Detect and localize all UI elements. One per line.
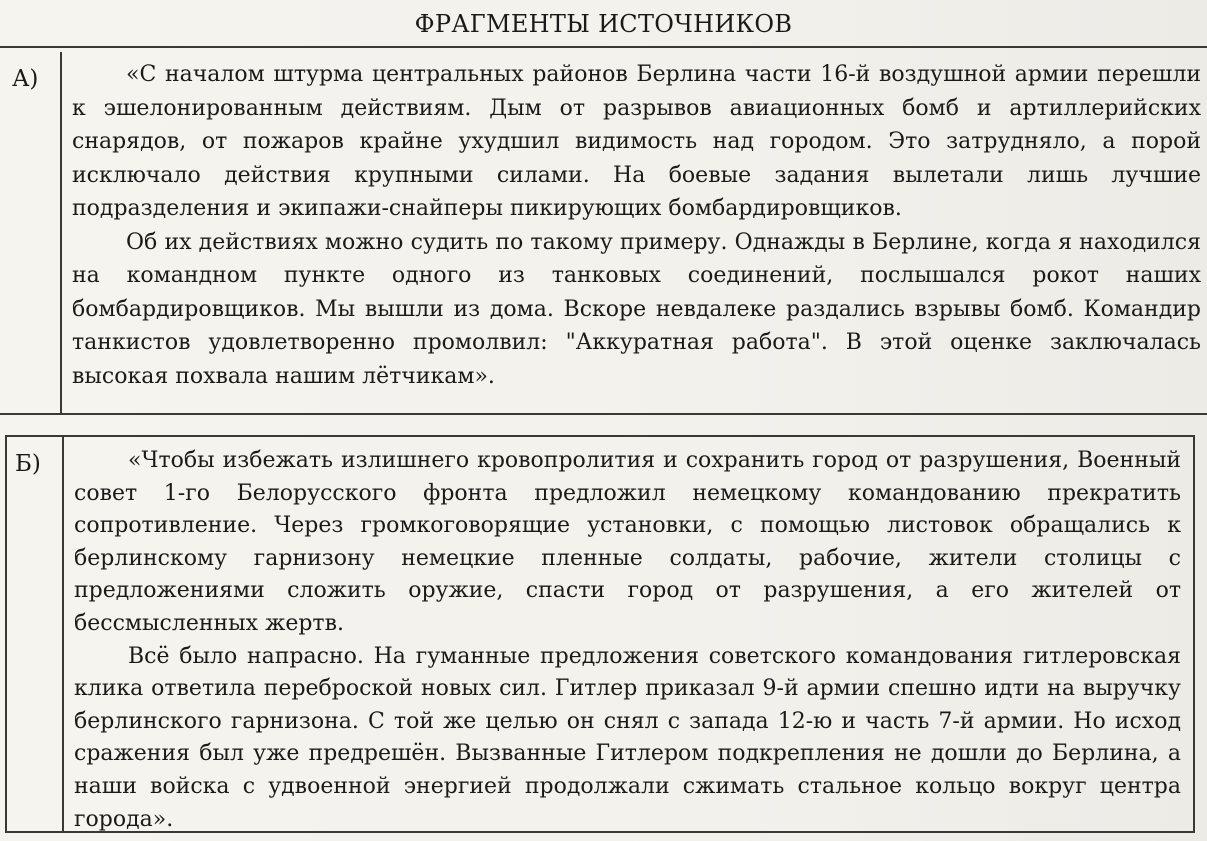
source-b-paragraph-1: «Чтобы избежать излишнего кровопролития и сохранить город от разрушения, Военный совет 1-го Белорусского фронта предложил немецкому командованию прекратить сопротивление. Через громкоговорящие установки, с помощью листовок обращались к берлинскому гарнизону немецкие пленные солдаты, рабочие, жители столицы с предложениями сложить оружие, спасти город от разрушения, а его жителей от бессмысленных жертв. — [74, 448, 1181, 636]
source-b-paragraph-2: Всё было напрасно. На гуманные предложения советского командования гитлеровская клика ответила переброской новых сил. Гитлер приказал 9-й армии спешно идти на выручку берлинского гарнизона. С той же целью он снял с запада 12-ю и часть 7-й армии. Но исход сражения был уже предрешён. Вызванные Гитлером подкрепления не дошли до Берлина, а наши войска с удвоенной энергией продолжали сжимать стальное кольцо вокруг центра города». — [74, 643, 1181, 832]
source-b-label: Б) — [7, 437, 64, 831]
source-a-paragraph-1: «С началом штурма центральных районов Берлина части 16-й воздушной армии перешли к эшелонированным действиям. Дым от разрывов авиационных бомб и артиллерийских снарядов, от пожаров крайне ухудшил видимость над городом. Это затрудняло, а порой исключало действия крупными силами. На боевые задания вылетали лишь лучшие подразделения и экипажи-снайперы пикирующих бомбардировщиков. — [72, 62, 1201, 221]
source-a-label: А) — [0, 52, 62, 413]
source-b-text — [64, 437, 1193, 831]
source-a-paragraph-2: Об их действиях можно судить по такому примеру. Однажды в Берлине, когда я находился на командном пункте одного из танковых соединений, послышался рокот наших бомбардировщиков. Мы вышли из дома. Вскоре невдалеке раздались взрывы бомб. Командир танкистов удовлетворенно промолвил: "Аккуратная работа". В этой оценке заключалась высокая похвала нашим лётчикам». — [72, 229, 1201, 389]
source-a-block — [0, 52, 1207, 415]
source-a-text — [62, 52, 1207, 413]
source-b-block — [5, 435, 1195, 833]
header — [0, 0, 1207, 48]
page-title: ФРАГМЕНТЫ ИСТОЧНИКОВ — [414, 10, 793, 38]
